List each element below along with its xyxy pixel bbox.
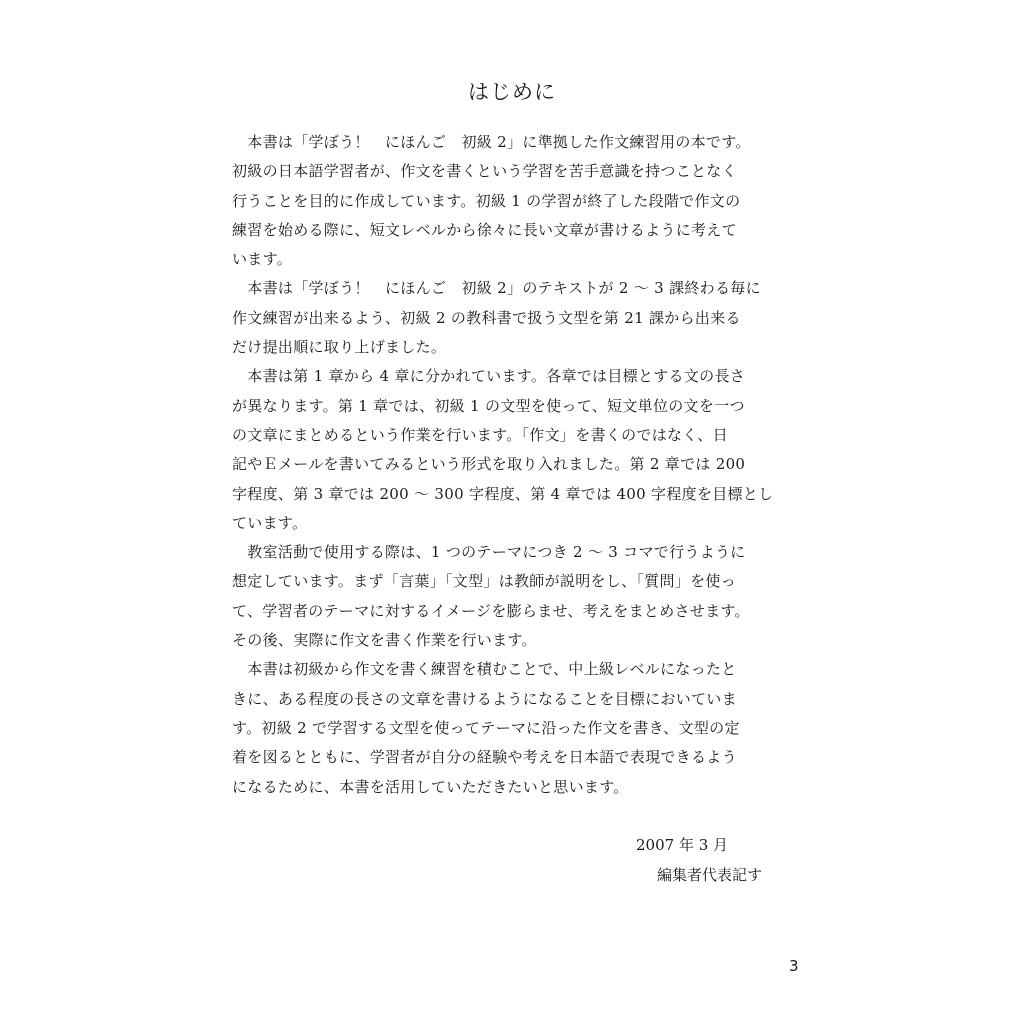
- signature-line: 編集者代表記す: [657, 866, 763, 884]
- page-title: はじめに: [468, 80, 556, 104]
- page-number: 3: [789, 957, 799, 975]
- text-line: 本書は「学ぼう！ にほんご 初級 2」に準拠した作文練習用の本です。: [232, 133, 751, 151]
- text-line: 本書は初級から作文を書く練習を積むことで、中上級レベルになったと: [232, 660, 737, 679]
- text-line: 想定しています。まず「言葉」「文型」は教師が説明をし、「質問」を使っ: [232, 572, 737, 591]
- text-line: きに、ある程度の長さの文章を書けるようになることを目標においていま: [232, 689, 737, 708]
- text-line: います。: [232, 250, 293, 269]
- text-line: が異なります。第 1 章では、初級 1 の文型を使って、短文単位の文を一つ: [232, 396, 745, 415]
- text-line: の文章にまとめるという作業を行います。「作文」を書くのではなく、日: [232, 425, 728, 444]
- text-line: その後、実際に作文を書く作業を行います。: [232, 631, 537, 650]
- text-line: だけ提出順に取り上げました。: [232, 338, 447, 357]
- text-line: ています。: [232, 513, 308, 532]
- text-line: 行うことを目的に作成しています。初級 1 の学習が終了した段階で作文の: [232, 191, 741, 210]
- text-line: 教室活動で使用する際は、1 つのテーマにつき 2 〜 3 コマで行うように: [232, 543, 746, 562]
- text-line: 初級の日本語学習者が、作文を書くという学習を苦手意識を持つことなく: [232, 162, 737, 181]
- text-line: 記やＥメールを書いてみるという形式を取り入れました。第 2 章では 200: [232, 455, 746, 474]
- text-line: 本書は第 1 章から 4 章に分かれています。各章では目標とする文の長さ: [232, 367, 746, 386]
- text-line: 作文練習が出来るよう、初級 2 の教科書で扱う文型を第 21 課から出来る: [232, 308, 741, 327]
- text-line: 着を図るとともに、学習者が自分の経験や考えを日本語で表現できるよう: [232, 748, 737, 767]
- text-line: 字程度、第 3 章では 200 〜 300 字程度、第 4 章では 400 字程度を目標とし: [232, 484, 774, 503]
- text-line: になるために、本書を活用していただきたいと思います。: [232, 777, 629, 796]
- text-line: て、学習者のテーマに対するイメージを膨らませ、考えをまとめさせます。: [232, 601, 750, 620]
- body-text: [232, 128, 792, 802]
- text-line: 本書は「学ぼう！ にほんご 初級 2」のテキストが 2 〜 3 課終わる毎に: [232, 279, 761, 298]
- date-line: 2007 年 3 月: [636, 836, 729, 854]
- text-line: 練習を始める際に、短文レベルから徐々に長い文章が書けるように考えて: [232, 220, 737, 239]
- text-line: す。初級 2 で学習する文型を使ってテーマに沿った作文を書き、文型の定: [232, 718, 740, 737]
